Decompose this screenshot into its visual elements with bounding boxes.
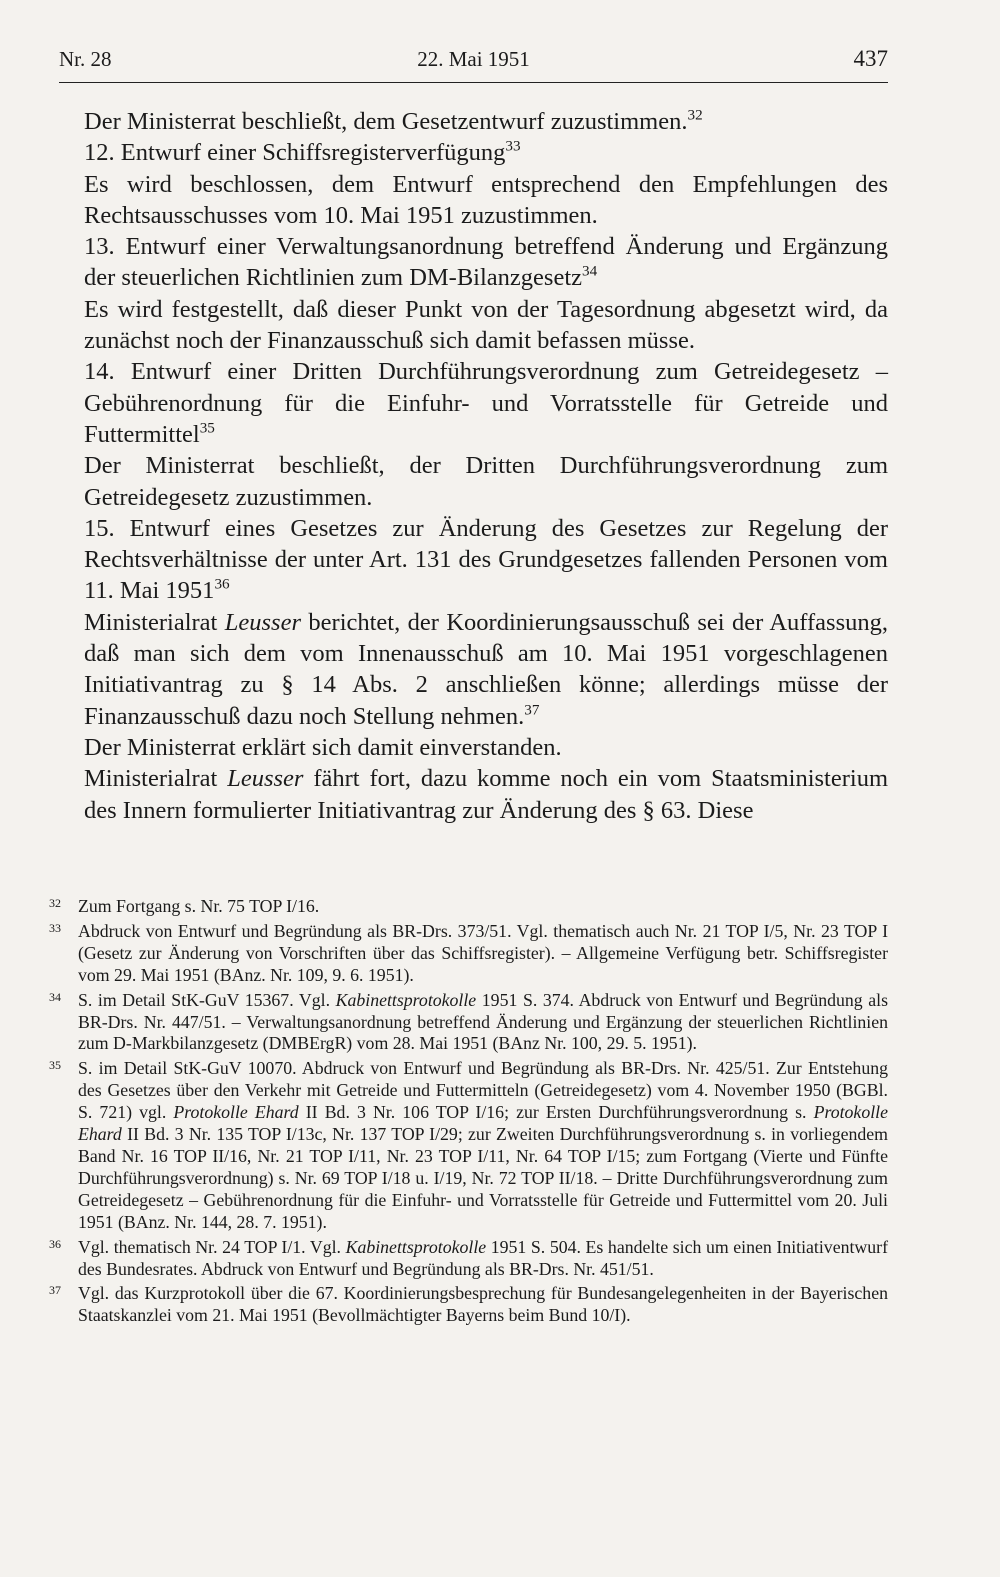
header-rule [59,82,888,83]
paragraph: Es wird beschlossen, dem Entwurf entsprechend den Empfehlungen des Rechtsausschusses vom 10. Mai 1951 zuzustimmen. [84,170,888,229]
footnote-ref: 36 [214,576,230,594]
paragraph: Der Ministerrat beschließt, dem Gesetzentwurf zuzustimmen.$^{32}$ [84,106,703,135]
person-name: Leusser [227,765,304,793]
paragraph: Es wird festgestellt, daß dieser Punkt von der Tagesordnung abgesetzt wird, da zunächst noch der Finanzausschuß sich damit befassen müsse. [84,295,888,355]
footnote-32: 32 Zum Fortgang s. Nr. 75 TOP I/16. [49,896,888,918]
footnote-ref: 33 [505,137,521,155]
agenda-item-14: 14. Entwurf einer Dritten Durchführungsverordnung zum Getreidegesetz – Gebührenordnung für die Einfuhr- und Vorratsstelle für Getreide und Futtermittel$^{35}$ [84,358,888,448]
footnote-number: 37 [49,1283,61,1298]
footnote-ref: 35 [199,419,215,437]
person-name: Leusser [224,608,301,636]
footnote-ref: 32 [687,106,703,124]
footnote-34: 34 S. im Detail StK-GuV 15367. Vgl. Kabinettsprotokolle 1951 S. 374. Abdruck von Entwurf und Begründung als BR-Drs. Nr. 447/51. – Verwaltungsanordnung betreffend Änderung und Ergänzung der steuerlichen Richtlinien zum D-Markbilanzgesetz (DMBErgR) vom 28. Mai 1951 (BAnz Nr. 100, 29. 5. 1951). [49,990,888,1056]
header-document-number: Nr. 28 [59,47,112,71]
main-text [84,106,888,826]
footnote-ref: 34 [582,263,598,281]
footnote-ref: 37 [524,701,540,719]
agenda-item-12: 12. Entwurf einer Schiffsregisterverfügung$^{33}$ [84,137,521,167]
footnote-number: 35 [49,1058,61,1073]
agenda-item-13: 13. Entwurf einer Verwaltungsanordnung betreffend Änderung und Ergänzung der steuerlichen Richtlinien zum DM-Bilanzgesetz$^{34}$ [84,233,888,292]
footnote-number: 33 [49,920,61,935]
header-date: 22. Mai 1951 [417,47,530,71]
footnote-number: 32 [49,896,61,910]
footnote-number: 34 [49,989,61,1004]
footnotes [49,896,888,1330]
running-header [59,40,888,78]
footnote-35: 35 S. im Detail StK-GuV 10070. Abdruck von Entwurf und Begründung als BR-Drs. Nr. 425/51. Zur Entstehung des Gesetzes über den Verkehr mit Getreide und Futtermitteln (Getreidegesetz) vom 4. November 1950 (BGBl. S. 721) vgl. Protokolle Ehard II Bd. 3 Nr. 106 TOP I/16; zur Ersten Durchführungsverordnung s. Protokolle Ehard II Bd. 3 Nr. 135 TOP I/13c, Nr. 137 TOP I/29; zur Zweiten Durchführungsverordnung s. in vorliegendem Band Nr. 16 TOP II/16, Nr. 21 TOP I/11, Nr. 23 TOP I/11, Nr. 64 TOP I/15; zum Fortgang (Vierte und Fünfte Durchführungsverordnung) s. Nr. 69 TOP I/18 u. I/19, Nr. 72 TOP II/18. – Dritte Durchführungsverordnung zum Getreidegesetz – Gebührenordnung für die Einfuhr- und Vorratsstelle für Getreide und Futtermittel vom 20. Juli 1951 (BAnz. Nr. 144, 28. 7. 1951). [49,1058,888,1233]
footnote-number: 36 [49,1236,61,1251]
paragraph: Ministerialrat Leusser berichtet, der Koordinierungsausschuß sei der Auffassung, daß man sich dem vom Innenausschuß am 10. Mai 1951 vorgeschlagenen Initiativantrag zu § 14 Abs. 2 anschließen könne; allerdings müsse der Finanzausschuß dazu noch Stellung nehmen.$^{37}$ [84,608,888,730]
page-number: 437 [853,46,888,71]
footnote-33: 33 Abdruck von Entwurf und Begründung als BR-Drs. 373/51. Vgl. thematisch auch Nr. 21 TOP I/5, Nr. 23 TOP I (Gesetz zur Änderung von Vorschriften über das Schiffsregister). – Allgemeine Verfügung betr. Schiffsregister vom 29. Mai 1951 (BAnz. Nr. 109, 9. 6. 1951). [49,921,888,987]
paragraph: Der Ministerrat beschließt, der Dritten Durchführungsverordnung zum Getreidegesetz zuzustimmen. [84,452,888,511]
footnote-36: 36 Vgl. thematisch Nr. 24 TOP I/1. Vgl. Kabinettsprotokolle 1951 S. 504. Es handelte sich um einen Initiativentwurf des Bundesrates. Abdruck von Entwurf und Begründung als BR-Drs. Nr. 451/51. [49,1237,888,1281]
footnote-37: 37 Vgl. das Kurzprotokoll über die 67. Koordinierungsbesprechung für Bundesangelegenheiten in der Bayerischen Staatskanzlei vom 21. Mai 1951 (Bevollmächtigter Bayerns beim Bund 10/I). [49,1283,888,1327]
paragraph: Der Ministerrat erklärt sich damit einverstanden. [84,733,562,761]
paragraph: Ministerialrat Leusser fährt fort, dazu komme noch ein vom Staatsministerium des Innern formulierter Initiativantrag zur Änderung des § 63. Diese [84,765,888,824]
agenda-item-15: 15. Entwurf eines Gesetzes zur Änderung des Gesetzes zur Regelung der Rechtsverhältnisse der unter Art. 131 des Grundgesetzes fallenden Personen vom 11. Mai 1951$^{36}$ [84,514,888,605]
